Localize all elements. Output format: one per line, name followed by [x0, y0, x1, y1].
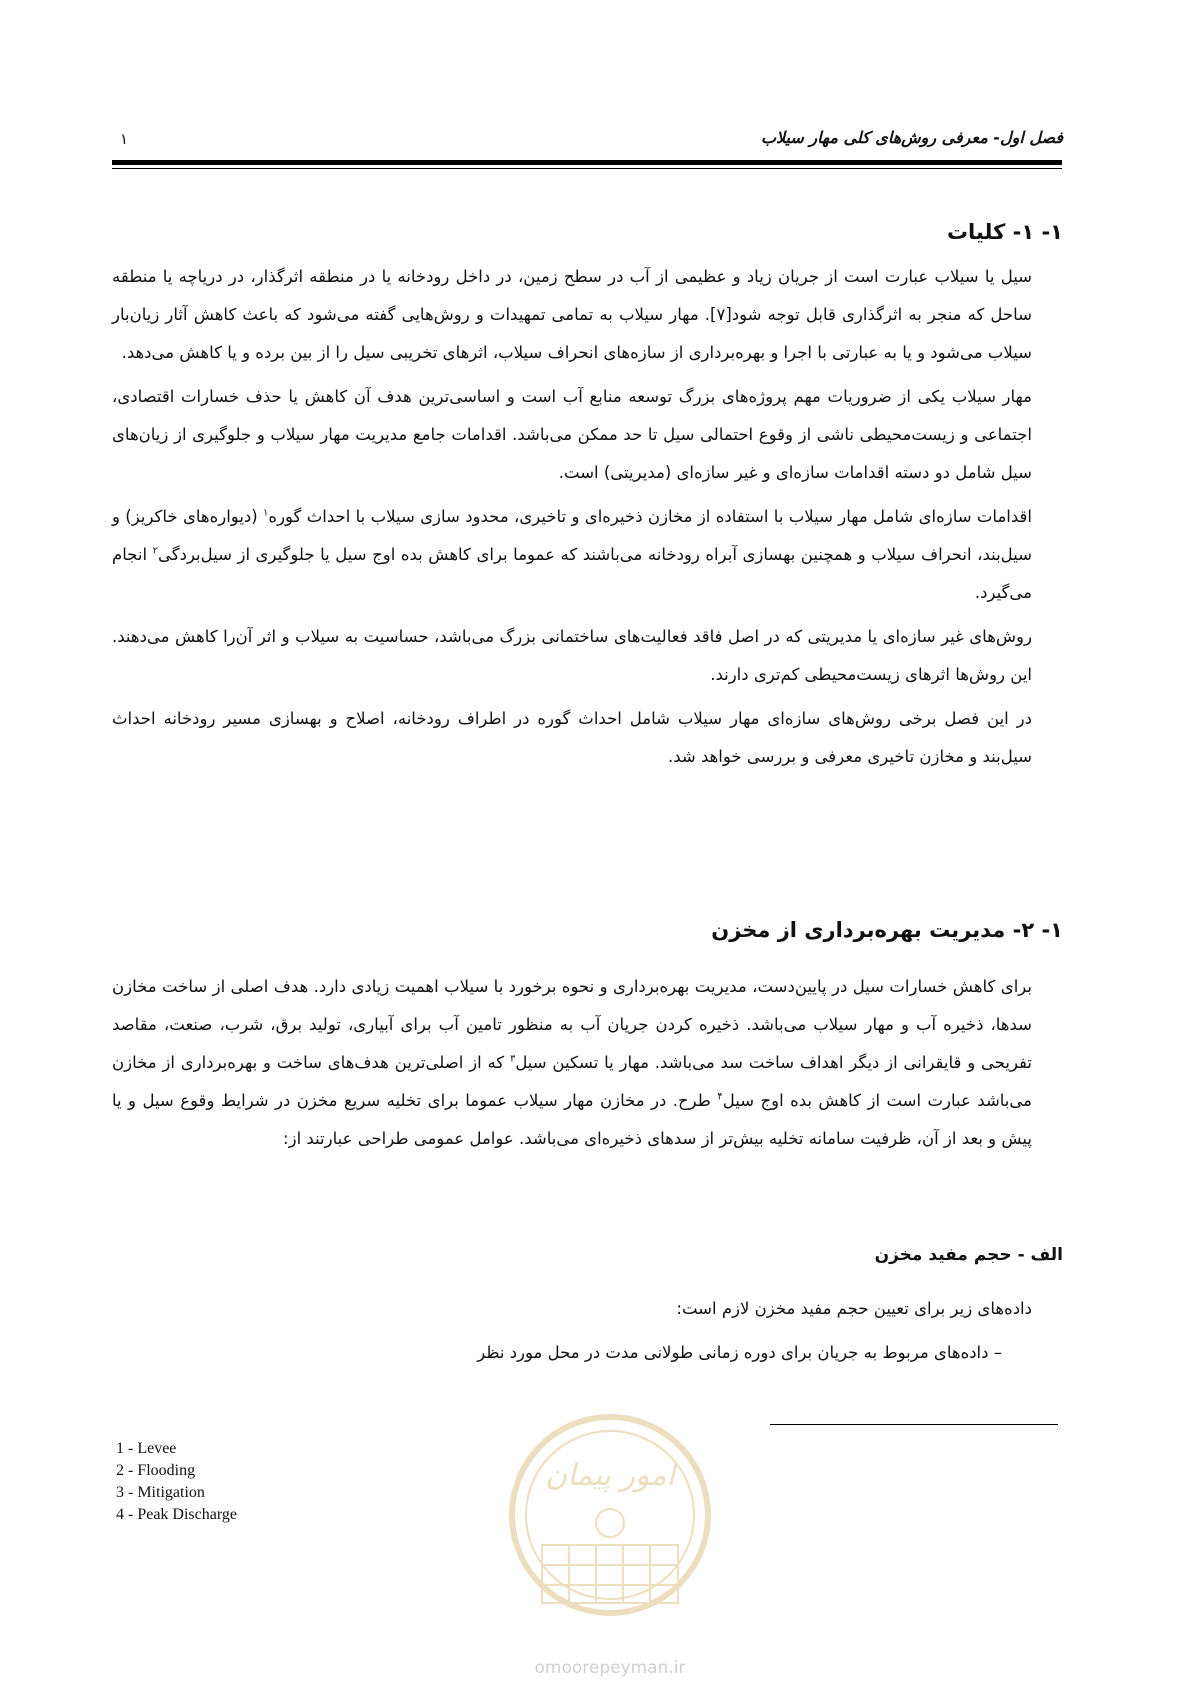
footnote-separator	[770, 1424, 1058, 1425]
paragraph: داده‌های زیر برای تعیین حجم مفید مخزن لازم است:	[676, 1299, 1032, 1318]
section2-body	[112, 968, 1062, 1164]
watermark-url: omoorepeyman.ir	[534, 1658, 686, 1678]
paragraph	[112, 498, 1062, 612]
subsection-heading-useful-volume: الف - حجم مفید مخزن	[874, 1245, 1063, 1265]
paragraph	[112, 968, 1062, 1158]
footnote-marker: ۴	[717, 1091, 723, 1103]
footnote-marker: ۳	[509, 1053, 516, 1065]
subsection-body	[112, 1290, 1062, 1378]
paragraph-text: که از اصلی‌ترین هدف‌های ساخت و بهره‌برداری از مخازن می‌باشد عبارت است از کاهش بده اوج سیل	[112, 1053, 1032, 1110]
paragraph: سیل یا سیلاب عبارت است از جریان زیاد و عظیمی از آب در سطح زمین، در داخل رودخانه یا در منطقه اثرگذار، در دریاچه یا منطقه ساحل که منجر به اثرگذاری قابل توجه شود[۷]. مهار سیلاب به تمامی تمهیدات و روش‌هایی گفته می‌شود که باعث کاهش آثار زیان‌بار سیلاب می‌شود و یا به عبارتی با اجرا و بهره‌برداری از سازه‌های انحراف سیلاب، اثرهای تخریبی سیل را از بین برده و یا کاهش می‌دهد.	[112, 267, 1032, 362]
footnote: 4 - Peak Discharge	[116, 1506, 237, 1523]
footnote: 1 - Levee	[116, 1440, 177, 1457]
paragraph-text: (دیواره‌های خاکریز) و سیل‌بند، انحراف سیلاب و همچنین بهسازی آبراه رودخانه می‌باشند که عموما برای کاهش بده اوج سیل یا جلوگیری از سیل‌بردگی	[112, 507, 1032, 564]
footnote: 3 - Mitigation	[116, 1484, 205, 1501]
section-heading-overview: ۱- ۱- کلیات	[946, 220, 1063, 244]
section-heading-reservoir-management: ۱- ۲- مدیریت بهره‌برداری از مخزن	[711, 918, 1063, 942]
section1-body	[112, 258, 1062, 782]
header-rule-thin	[112, 168, 1062, 169]
list-item: – داده‌های مربوط به جریان برای دوره زمانی طولانی مدت در محل مورد نظر	[477, 1343, 1002, 1362]
paragraph: در این فصل برخی روش‌های سازه‌ای مهار سیلاب شامل احداث گوره در اطراف رودخانه، اصلاح و بهسازی مسیر رودخانه احداث سیل‌بند و مخازن تاخیری معرفی و بررسی خواهد شد.	[112, 709, 1032, 766]
paragraph-text: انجام می‌گیرد.	[112, 545, 1032, 602]
footnote-marker: ۲	[152, 545, 158, 557]
watermark-logo-text: امور پیمان	[545, 1458, 675, 1493]
footnote: 2 - Flooding	[116, 1462, 196, 1479]
paragraph: مهار سیلاب یکی از ضروریات مهم پروژه‌های بزرگ توسعه منابع آب است و اساسی‌ترین هدف آن کاهش یا حذف خسارات اقتصادی، اجتماعی و زیست‌محیطی ناشی از وقوع احتمالی سیل تا حد ممکن می‌باشد. اقدامات جامع مدیریت مهار سیلاب و جلوگیری از زیان‌های سیل شامل دو دسته اقدامات سازه‌ای و غیر سازه‌ای (مدیریتی) است.	[112, 387, 1032, 482]
page-number: ۱	[120, 130, 129, 148]
footnotes	[116, 1438, 237, 1526]
watermark-logo	[490, 1395, 730, 1685]
footnote-marker: ۱	[263, 507, 269, 519]
paragraph-text: برای کاهش خسارات سیل در پایین‌دست، مدیریت بهره‌برداری و نحوه برخورد با سیلاب اهمیت زیادی دارد. هدف اصلی از ساخت مخازن سدها، ذخیره آب و مهار سیلاب می‌باشد. ذخیره کردن جریان آب به منظور تامین آب برای آبیاری، تولید برق، شرب، صنعت، مقاصد تفریحی و قایقرانی از دیگر اهداف ساخت سد می‌باشد. مهار یا تسکین سیل	[112, 977, 1032, 1072]
paragraph-text: اقدامات سازه‌ای شامل مهار سیلاب با استفاده از مخازن ذخیره‌ای و تاخیری، محدود سازی سیلاب با احداث گوره	[268, 507, 1032, 526]
paragraph-text: طرح. در مخازن مهار سیلاب عموما برای تخلیه سریع مخزن در شرایط وقوع سیل و یا پیش و بعد از آن، ظرفیت سامانه تخلیه بیش‌تر از سدهای ذخیره‌ای می‌باشد. عوامل عمومی طراحی عبارتند از:	[112, 1091, 1032, 1148]
running-header-title: فصل اول- معرفی روش‌های کلی مهار سیلاب	[760, 128, 1063, 147]
header-rule-thick	[112, 160, 1062, 165]
paragraph: روش‌های غیر سازه‌ای یا مدیریتی که در اصل فاقد فعالیت‌های ساختمانی بزرگ می‌باشد، حساسیت به سیلاب و اثر آن‌را کاهش می‌دهند. این روش‌ها اثرهای زیست‌محیطی کم‌تری دارند.	[112, 627, 1032, 684]
